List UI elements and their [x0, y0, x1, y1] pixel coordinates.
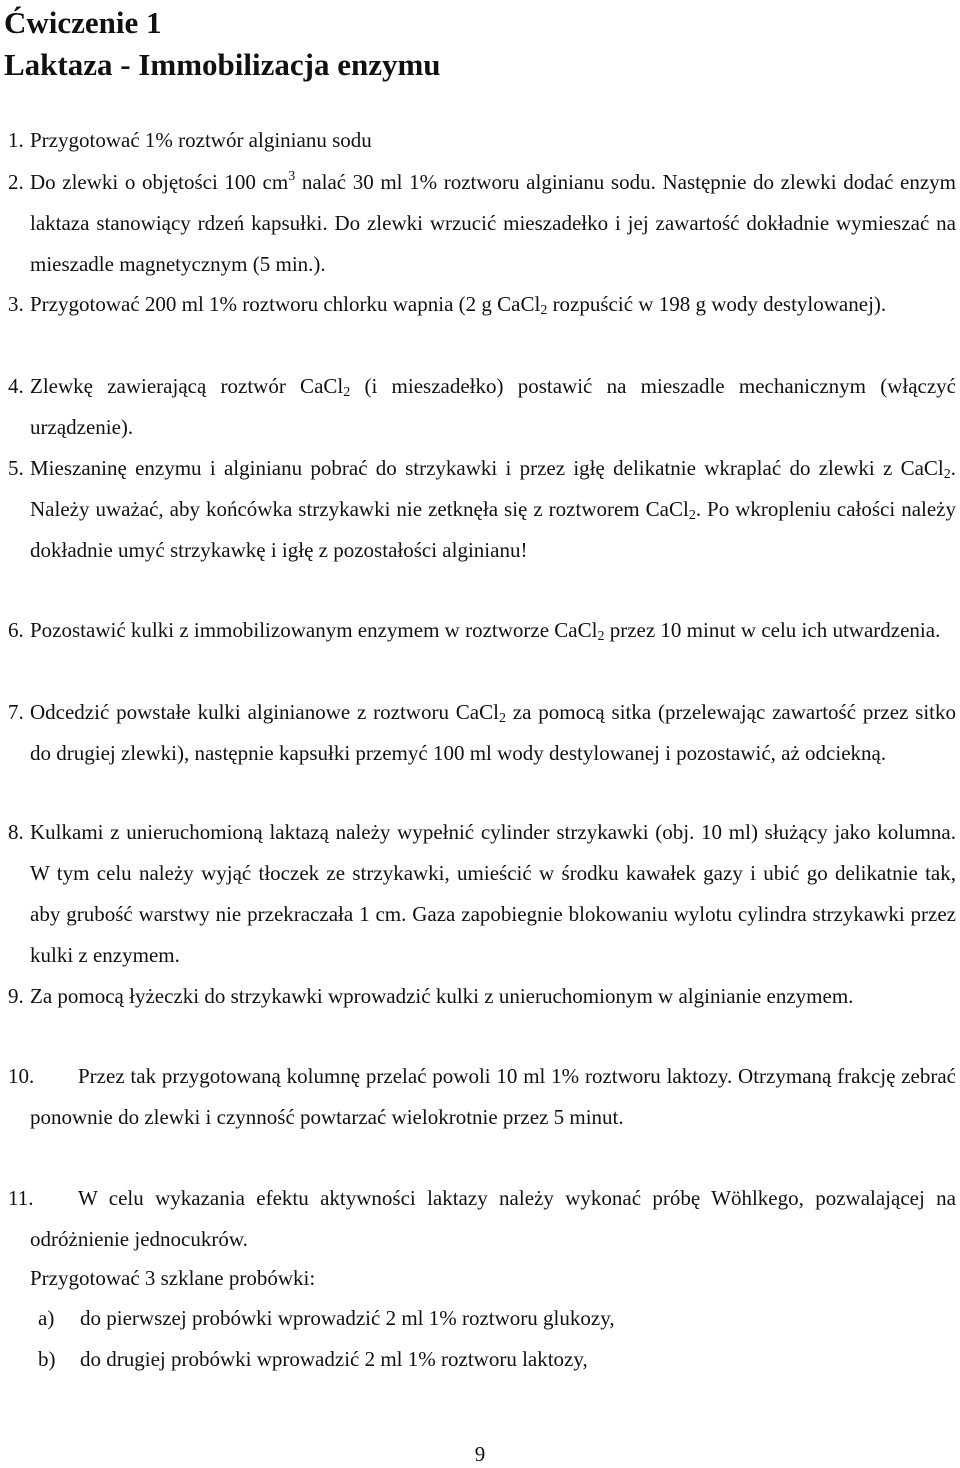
subscript: 2: [540, 303, 548, 318]
item-number: 3.: [8, 292, 24, 316]
subscript: 2: [943, 467, 951, 482]
subscript: 2: [597, 629, 605, 644]
item-text: Przez tak przygotowaną kolumnę przelać powoli 10 ml 1% roztworu laktozy. Otrzymaną frakcję zebrać ponownie do zlewki i czynność powtarzać wielokrotnie przez 5 minut.: [30, 1064, 956, 1129]
item-text: Zlewkę zawierającą roztwór CaCl$_2$ (i mieszadełko) postawić na mieszadle mechanicznym (włączyć urządzenie).: [30, 374, 956, 439]
item-text: Pozostawić kulki z immobilizowanym enzymem w roztworze CaCl$_2$ przez 10 minut w celu ich utwardzenia.: [30, 618, 941, 644]
sub-item-label: a): [38, 1306, 55, 1330]
list-item-1: [0, 120, 956, 161]
superscript: 3: [288, 169, 296, 184]
item-text: Do zlewki o objętości 100 $cm^3$ nalać 30 ml 1% roztworu alginianu sodu. Następnie do zlewki dodać enzym laktaza stanowiący rdzeń kapsułki. Do zlewki wrzucić mieszadełko i jej zawartość dokładnie wymieszać na mieszadle magnetycznym (5 min.).: [30, 169, 956, 276]
sub-item-b: [38, 1339, 588, 1380]
item-number: 7.: [8, 700, 24, 724]
list-item-8: [0, 812, 956, 976]
list-item-9: [0, 976, 956, 1017]
page-number: 9: [474, 1442, 486, 1466]
subscript: 2: [498, 711, 506, 726]
item-number: 10.: [8, 1064, 35, 1088]
exercise-title: Ćwiczenie 1: [4, 5, 162, 40]
prepare-tubes-line: Przygotować 3 szklane probówki:: [30, 1266, 316, 1290]
list-item-11: [0, 1178, 956, 1260]
item-text: Odcedzić powstałe kulki alginianowe z roztworu CaCl$_2$ za pomocą sitka (przelewając zawartość przez sitko do drugiej zlewki), następnie kapsułki przemyć 100 ml wody destylowanej i pozostawić, aż odciekną.: [30, 700, 956, 765]
subscript: 2: [688, 508, 696, 523]
item-text: Kulkami z unieruchomioną laktazą należy wypełnić cylinder strzykawki (obj. 10 ml) służący jako kolumna. W tym celu należy wyjąć tłoczek ze strzykawki, umieścić w środku kawałek gazy i ubić go delikatnie tak, aby grubość warstwy nie przekraczała 1 cm. Gaza zapobiegnie blokowaniu wylotu cylindra strzykawki przez kulki z enzymem.: [30, 820, 956, 967]
item-number: 6.: [8, 618, 24, 642]
list-item-7: [0, 692, 956, 774]
list-item-2: [0, 162, 956, 285]
item-number: 2.: [8, 170, 24, 194]
sub-item-text: do pierwszej probówki wprowadzić 2 ml 1% roztworu glukozy,: [80, 1306, 615, 1330]
list-item-3: [0, 284, 956, 325]
list-item-10: [0, 1056, 956, 1138]
sub-item-label: b): [38, 1347, 56, 1371]
sub-item-a: [38, 1298, 615, 1339]
item-number: 9.: [8, 984, 24, 1008]
item-number: 5.: [8, 456, 24, 480]
item-number: 11.: [8, 1186, 34, 1210]
item-number: 1.: [8, 128, 24, 152]
list-item-4: [0, 366, 956, 448]
item-text: Przygotować 200 ml 1% roztworu chlorku wapnia (2 g CaCl$_2$ rozpuścić w 198 g wody destylowanej).: [30, 292, 887, 318]
item-text: Za pomocą łyżeczki do strzykawki wprowadzić kulki z unieruchomionym w alginianie enzymem.: [30, 984, 854, 1008]
item-text: Przygotować 1% roztwór alginianu sodu: [30, 128, 372, 152]
exercise-subtitle: Laktaza - Immobilizacja enzymu: [4, 47, 441, 82]
list-item-6: [0, 610, 956, 651]
list-item-5: [0, 448, 956, 571]
item-text: Mieszaninę enzymu i alginianu pobrać do strzykawki i przez igłę delikatnie wkraplać do zlewki z CaCl$_2$. Należy uważać, aby końcówka strzykawki nie zetknęła się z roztworem CaCl$_2$. Po wkropleniu całości należy dokładnie umyć strzykawkę i igłę z pozostałości alginianu!: [30, 456, 956, 562]
item-number: 8.: [8, 820, 24, 844]
item-number: 4.: [8, 374, 24, 398]
subscript: 2: [343, 385, 351, 400]
item-text: W celu wykazania efektu aktywności laktazy należy wykonać próbę Wöhlkego, pozwalającej na odróżnienie jednocukrów.: [30, 1186, 956, 1251]
sub-item-text: do drugiej probówki wprowadzić 2 ml 1% roztworu laktozy,: [80, 1347, 588, 1371]
